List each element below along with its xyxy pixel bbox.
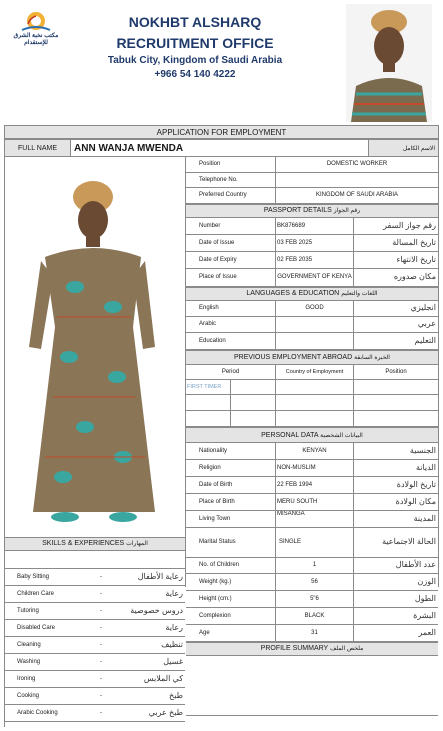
personal-label-ar: البشرة [413,610,436,620]
full-name-row [4,139,439,157]
skill-label: Arabic Cooking [17,709,58,716]
skill-value[interactable]: - [100,624,102,631]
previous-cell[interactable] [276,395,354,410]
personal-label: No. of Children [186,558,276,573]
skill-value[interactable]: - [100,607,102,614]
previous-cell[interactable] [354,380,438,394]
language-row [186,301,438,317]
personal-label-ar: المدينة [413,513,436,523]
language-label-ar: انجليزي [410,303,436,313]
company-phone: +966 54 140 4222 [154,69,236,80]
personal-label: Place of Birth [186,494,276,510]
personal-value[interactable]: 22 FEB 1994 [276,477,354,493]
personal-value[interactable]: 31 [276,625,354,641]
skill-row [5,569,185,586]
personal-row [186,511,438,528]
skill-label-ar: رعاية الأطفال [137,571,183,581]
skill-row [5,637,185,654]
skill-label: Cooking [17,692,40,699]
personal-label-ar: تاريخ الولادة [396,479,436,489]
passport-label: Date of Expiry [186,252,276,268]
personal-value[interactable]: KENYAN [276,443,354,459]
skill-label-ar: كي الملابس [143,673,183,683]
personal-label: Living Town [186,511,276,527]
personal-label-ar: الديانة [415,462,436,472]
skill-label-ar: طبخ [169,690,183,700]
language-value[interactable] [276,333,354,349]
language-label-ar: التعليم [414,335,436,345]
skill-label-ar: تنظيف [161,639,183,649]
skill-label-ar: غسيل [163,656,183,666]
personal-label: Marital Status [186,528,276,557]
personal-row [186,528,438,558]
skill-label: Baby Sitting [17,573,50,580]
skill-row [5,603,185,620]
languages-section-title [186,287,438,301]
passport-value[interactable]: 02 FEB 2035 [276,252,354,268]
passport-label-ar: تاريخ المسالة [392,237,436,247]
full-name-value[interactable]: ANN WANJA MWENDA [74,142,184,154]
skill-value[interactable]: - [100,675,102,682]
personal-label-ar: مكان الولادة [395,496,436,506]
personal-value[interactable]: NON-MUSLIM [276,460,354,476]
passport-title-ar: رقم الجواز [333,208,361,214]
profile-summary-title [186,642,438,656]
personal-section-title [186,427,438,443]
personal-label: Weight (kg.) [186,574,276,590]
language-row [186,317,438,333]
skill-row [5,620,185,637]
personal-value[interactable]: BLACK [276,608,354,624]
skill-label: Ironing [17,675,36,682]
language-value[interactable] [276,317,354,332]
languages-title-ar: اللغات والتعليم [341,291,378,297]
passport-value[interactable]: GOVERNMENT OF KENYA [276,269,354,286]
passport-value[interactable]: BK876689 [276,218,354,234]
skill-value[interactable]: - [100,641,102,648]
skill-row [5,688,185,705]
skill-label: Cleaning [17,641,41,648]
previous-cell[interactable] [186,395,231,410]
preferred-country-value[interactable]: KINGDOM OF SAUDI ARABIA [315,192,398,199]
personal-label-ar: عدد الأطفال [395,560,436,570]
previous-title-ar: الخبرة السابقة [354,355,390,361]
personal-value[interactable]: MERU SOUTH [276,494,354,510]
skill-label: Tutoring [17,607,39,614]
header [0,0,443,124]
previous-cell[interactable] [231,395,276,410]
previous-first-timer: FIRST TIMER [186,380,231,394]
portrait-photo [346,4,432,122]
skill-row [5,671,185,688]
language-value[interactable]: GOOD [276,301,354,316]
skill-value[interactable]: - [100,573,102,580]
skill-label: Disabled Care [17,624,56,631]
language-label: English [186,301,276,316]
skill-row [5,586,185,603]
passport-label: Number [186,218,276,234]
passport-section-title [186,204,438,218]
language-label: Education [186,333,276,349]
company-address: Tabuk City, Kingdom of Saudi Arabia [107,55,283,66]
profile-title-ar: ملخص الملف [330,646,364,652]
full-name-label: FULL NAME [5,140,71,156]
previous-cell[interactable] [276,411,354,426]
personal-value[interactable]: MISANGA [276,511,354,527]
language-label-ar: عربي [417,319,436,329]
skills-title: SKILLS & EXPERIENCES [42,540,125,547]
company-name: NOKHBT ALSHARQ [128,14,262,30]
personal-value[interactable]: 1 [276,558,354,573]
position-value[interactable]: DOMESTIC WORKER [326,161,388,168]
passport-row [186,218,438,235]
previous-row [186,380,438,395]
languages-title: LANGUAGES & EDUCATION [246,290,340,297]
personal-label: Nationality [186,443,276,459]
previous-cell[interactable] [231,380,276,394]
passport-value[interactable]: 03 FEB 2025 [276,235,354,251]
personal-row [186,608,438,625]
previous-col-country: Country of Employment [276,365,354,379]
skill-row [5,705,185,722]
previous-col-position: Position [385,368,407,375]
skill-value[interactable]: - [100,692,102,699]
language-row [186,333,438,350]
skills-section-title [5,537,185,551]
skill-label: Washing [17,658,41,665]
personal-row [186,591,438,608]
company-subtitle: RECRUITMENT OFFICE [116,35,274,51]
profile-title: PROFILE SUMMARY [260,645,329,652]
previous-employment-title [186,350,438,365]
full-body-photo [4,157,185,537]
passport-label: Place of Issue [186,269,276,286]
personal-label: Date of Birth [186,477,276,493]
logo-emblem-icon [8,10,64,54]
skill-value[interactable]: - [100,658,102,665]
position-row [186,157,438,173]
personal-row [186,494,438,511]
personal-value[interactable]: 5"6 [276,591,354,607]
company-logo [8,10,64,54]
previous-cell[interactable] [354,395,438,410]
passport-label-ar: رقم جواز السفر [383,220,436,230]
personal-row [186,477,438,494]
skill-value[interactable]: - [100,590,102,597]
previous-cell[interactable] [231,411,276,426]
personal-row [186,558,438,574]
passport-title: PASSPORT DETAILS [263,207,332,214]
application-title: APPLICATION FOR EMPLOYMENT [4,125,439,139]
skill-value[interactable]: - [100,709,102,716]
personal-row [186,460,438,477]
personal-label-ar: الحالة الاجتماعية [382,537,436,547]
full-name-ar: الاسم الكامل [368,140,438,156]
preferred-country-label: Preferred Country [186,188,276,203]
personal-value[interactable]: 56 [276,574,354,590]
skills-title-ar: المهارات [126,541,148,547]
skill-label-ar: رعاية [165,622,183,632]
preferred-country-row [186,188,438,204]
previous-cell[interactable] [276,380,354,394]
logo-text: مكتب نخبة الشرق للإستقدام [13,33,59,47]
previous-col-period: Period [186,365,276,379]
previous-header-row [186,365,438,380]
skills-table [4,537,185,727]
language-label: Arabic [186,317,276,332]
passport-label-ar: تاريخ الانتهاء [396,254,436,264]
previous-cell[interactable] [186,411,231,426]
personal-row [186,625,438,642]
passport-row [186,252,438,269]
passport-rows [186,218,438,287]
skill-label-ar: دروس خصوصية [130,605,183,615]
profile-summary-body[interactable] [186,656,438,716]
previous-row [186,395,438,411]
personal-title: PERSONAL DATA [261,432,319,439]
personal-label-ar: الطول [414,593,436,603]
position-label: Position [186,157,276,172]
personal-value[interactable]: SINGLE [276,528,354,557]
skill-label: Children Care [17,590,55,597]
skill-row [5,654,185,671]
right-table [185,157,439,652]
personal-label-ar: الجنسية [409,445,436,455]
passport-label-ar: مكان صدوره [393,272,436,282]
personal-label: Height (cm.) [186,591,276,607]
previous-cell[interactable] [354,411,438,426]
personal-label: Age [186,625,276,641]
personal-row [186,574,438,591]
skills-spacer [5,551,185,569]
passport-label: Date of Issue [186,235,276,251]
passport-row [186,269,438,287]
telephone-row [186,173,438,188]
personal-label-ar: العمر [418,627,436,637]
personal-label: Complexion [186,608,276,624]
telephone-label: Telephone No. [186,173,276,187]
telephone-value[interactable] [276,173,438,187]
previous-title: PREVIOUS EMPLOYMENT ABROAD [234,354,353,361]
skill-label-ar: رعاية [165,588,183,598]
personal-label-ar: الوزن [417,576,436,586]
personal-title-ar: البيانات الشخصية [320,433,363,439]
personal-label: Religion [186,460,276,476]
personal-row [186,443,438,460]
skill-label-ar: طبخ عربي [148,707,183,717]
previous-row [186,411,438,427]
passport-row [186,235,438,252]
